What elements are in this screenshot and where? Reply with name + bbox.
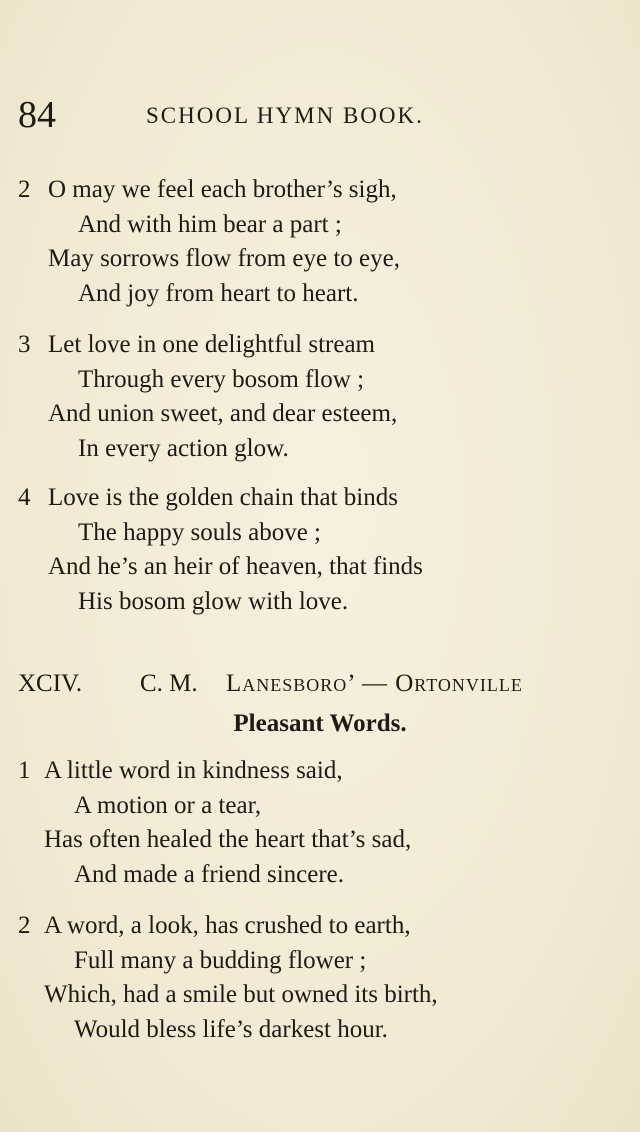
verse-line <box>18 585 618 620</box>
verse-line <box>18 432 618 467</box>
verse-line <box>18 1013 618 1048</box>
verse-text: A word, a look, has crushed to earth, <box>44 912 411 939</box>
verse-line <box>18 277 618 312</box>
hymn-heading <box>18 666 618 702</box>
verse-line <box>18 208 618 243</box>
verse-text: Let love in one delightful stream <box>48 331 375 358</box>
verse-text: Would bless life’s darkest hour. <box>74 1015 388 1043</box>
verse-line <box>18 242 618 277</box>
verse-line <box>18 481 618 516</box>
verse-text: His bosom glow with love. <box>78 587 349 615</box>
prev-stanza-3 <box>18 328 618 466</box>
hymn-number: XCIV. <box>18 670 83 697</box>
verse-line <box>18 909 618 944</box>
page-header <box>18 92 618 138</box>
verse-text: And with him bear a part ; <box>78 210 342 238</box>
verse-text: Which, had a smile but owned its birth, <box>44 981 438 1008</box>
verse-line <box>18 397 618 432</box>
verse-line <box>18 823 618 858</box>
verse-text: Through every bosom flow ; <box>78 365 365 393</box>
verse-line <box>18 550 618 585</box>
verse-line <box>18 173 618 208</box>
verse-line <box>18 978 618 1013</box>
verse-text: And union sweet, and dear esteem, <box>48 400 398 427</box>
stanza-number: 4 <box>18 484 31 511</box>
verse-line <box>18 363 618 398</box>
verse-text: A motion or a tear, <box>74 791 262 819</box>
verse-line <box>18 754 618 789</box>
verse-text: The happy souls above ; <box>78 518 322 546</box>
hymn-stanza-2 <box>18 909 618 1047</box>
prev-stanza-2 <box>18 173 618 311</box>
hymn-stanza-1 <box>18 754 618 892</box>
verse-line <box>18 516 618 551</box>
stanza-number: 2 <box>18 912 31 939</box>
hymn-title: Pleasant Words. <box>233 710 407 737</box>
running-title: SCHOOL HYMN BOOK. <box>146 103 424 128</box>
verse-text: O may we feel each brother’s sigh, <box>48 176 397 203</box>
verse-text: And made a friend sincere. <box>74 860 345 888</box>
verse-text: And he’s an heir of heaven, that finds <box>48 553 423 580</box>
page-number: 84 <box>18 94 56 136</box>
stanza-number: 1 <box>18 757 31 784</box>
stanza-number: 2 <box>18 176 31 203</box>
verse-line <box>18 328 618 363</box>
verse-text: In every action glow. <box>78 434 289 462</box>
verse-line <box>18 944 618 979</box>
verse-line <box>18 789 618 824</box>
stanza-number: 3 <box>18 331 31 358</box>
verse-text: A little word in kindness said, <box>44 757 343 784</box>
verse-text: May sorrows flow from eye to eye, <box>48 245 400 272</box>
verse-text: Love is the golden chain that binds <box>48 484 398 511</box>
prev-stanza-4 <box>18 481 618 619</box>
verse-text: And joy from heart to heart. <box>78 279 359 307</box>
verse-text: Has often healed the heart that’s sad, <box>44 826 412 853</box>
hymn-tunes: Lanesboro’ — Ortonville <box>226 670 523 697</box>
verse-text: Full many a budding flower ; <box>74 946 367 974</box>
hymn-meter: C. M. <box>140 670 198 697</box>
verse-line <box>18 858 618 893</box>
